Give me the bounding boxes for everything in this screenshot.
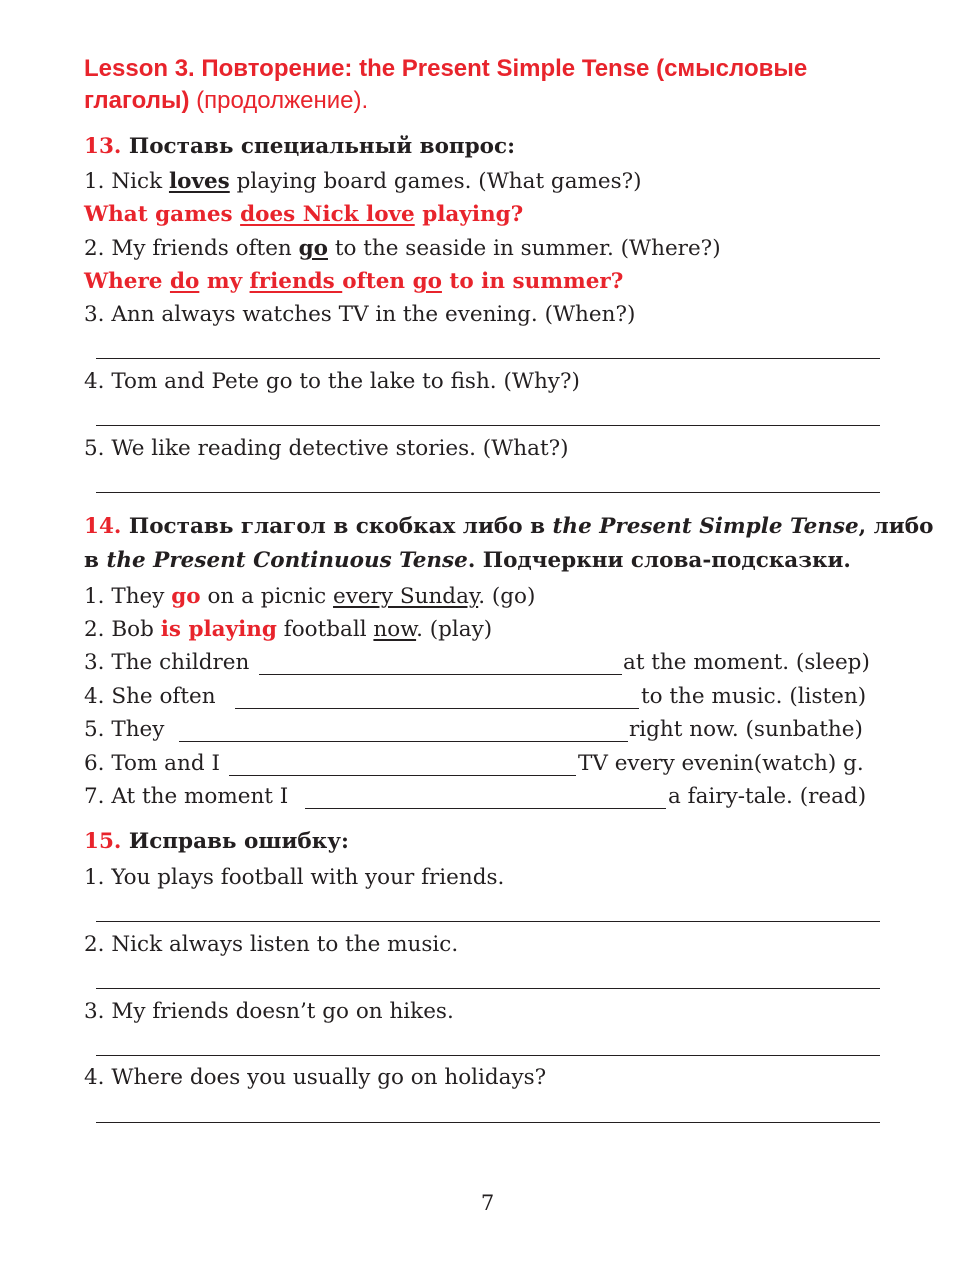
exercise-15-heading: 15. Исправь ошибку: [84,829,349,854]
ex13-answer-1: What games does Nick love playing? [84,202,524,227]
blank-line[interactable] [229,775,576,776]
blank-line[interactable] [259,674,622,675]
ex14-item-4-end: to the music. (listen) [641,684,867,709]
blank-line[interactable] [179,741,628,742]
page-number: 7 [480,1191,495,1215]
exercise-14-heading-line1: 14. Поставь глагол в скобках либо в the Present Simple Tense, либо [84,514,934,539]
ex13-item-1: 1. Nick loves playing board games. (What games?) [84,169,642,194]
ex13-item-3: 3. Ann always watches TV in the evening. (When?) [84,302,636,327]
ex13-answer-2: Where do my friends often go to in summer? [84,269,624,294]
blank-line[interactable] [305,808,666,809]
answer-line[interactable] [96,921,880,922]
answer-line[interactable] [96,358,880,359]
exercise-14-heading-line2: в the Present Continuous Tense. Подчеркни слова-подсказки. [84,548,851,573]
lesson-title-line1: Lesson 3. Повторение: the Present Simple Tense (смысловые [84,55,808,82]
ex14-item-5-end: right now. (sunbathe) [629,717,863,742]
ex15-item-1: 1. You plays football with your friends. [84,865,505,890]
ex14-item-2: 2. Bob is playing football now. (play) [84,617,493,642]
ex13-item-5: 5. We like reading detective stories. (What?) [84,436,569,461]
ex15-item-2: 2. Nick always listen to the music. [84,932,459,957]
ex14-item-3-start: 3. The children [84,650,250,675]
answer-line[interactable] [96,1055,880,1056]
blank-line[interactable] [235,708,639,709]
ex14-item-6-start: 6. Tom and I [84,751,220,776]
exercise-13-heading: 13. Поставь специальный вопрос: [84,134,516,159]
answer-line[interactable] [96,1122,880,1123]
ex15-item-3: 3. My friends doesn’t go on hikes. [84,999,454,1024]
ex14-item-7-end: a fairy-tale. (read) [668,784,867,809]
ex14-item-1: 1. They go on a picnic every Sunday. (go) [84,584,536,609]
answer-line[interactable] [96,425,880,426]
ex14-item-5-start: 5. They [84,717,165,742]
lesson-title-line2: глаголы) (продолжение). [84,87,369,114]
ex14-item-7-start: 7. At the moment I [84,784,289,809]
ex15-item-4: 4. Where does you usually go on holidays? [84,1065,547,1090]
ex14-item-3-end: at the moment. (sleep) [623,650,870,675]
answer-line[interactable] [96,492,880,493]
ex14-item-4-start: 4. She often [84,684,216,709]
ex14-item-6-end: TV every evenin(watch) g. [578,751,864,776]
answer-line[interactable] [96,988,880,989]
ex13-item-4: 4. Tom and Pete go to the lake to fish. (Why?) [84,369,580,394]
ex13-item-2: 2. My friends often go to the seaside in summer. (Where?) [84,236,721,261]
